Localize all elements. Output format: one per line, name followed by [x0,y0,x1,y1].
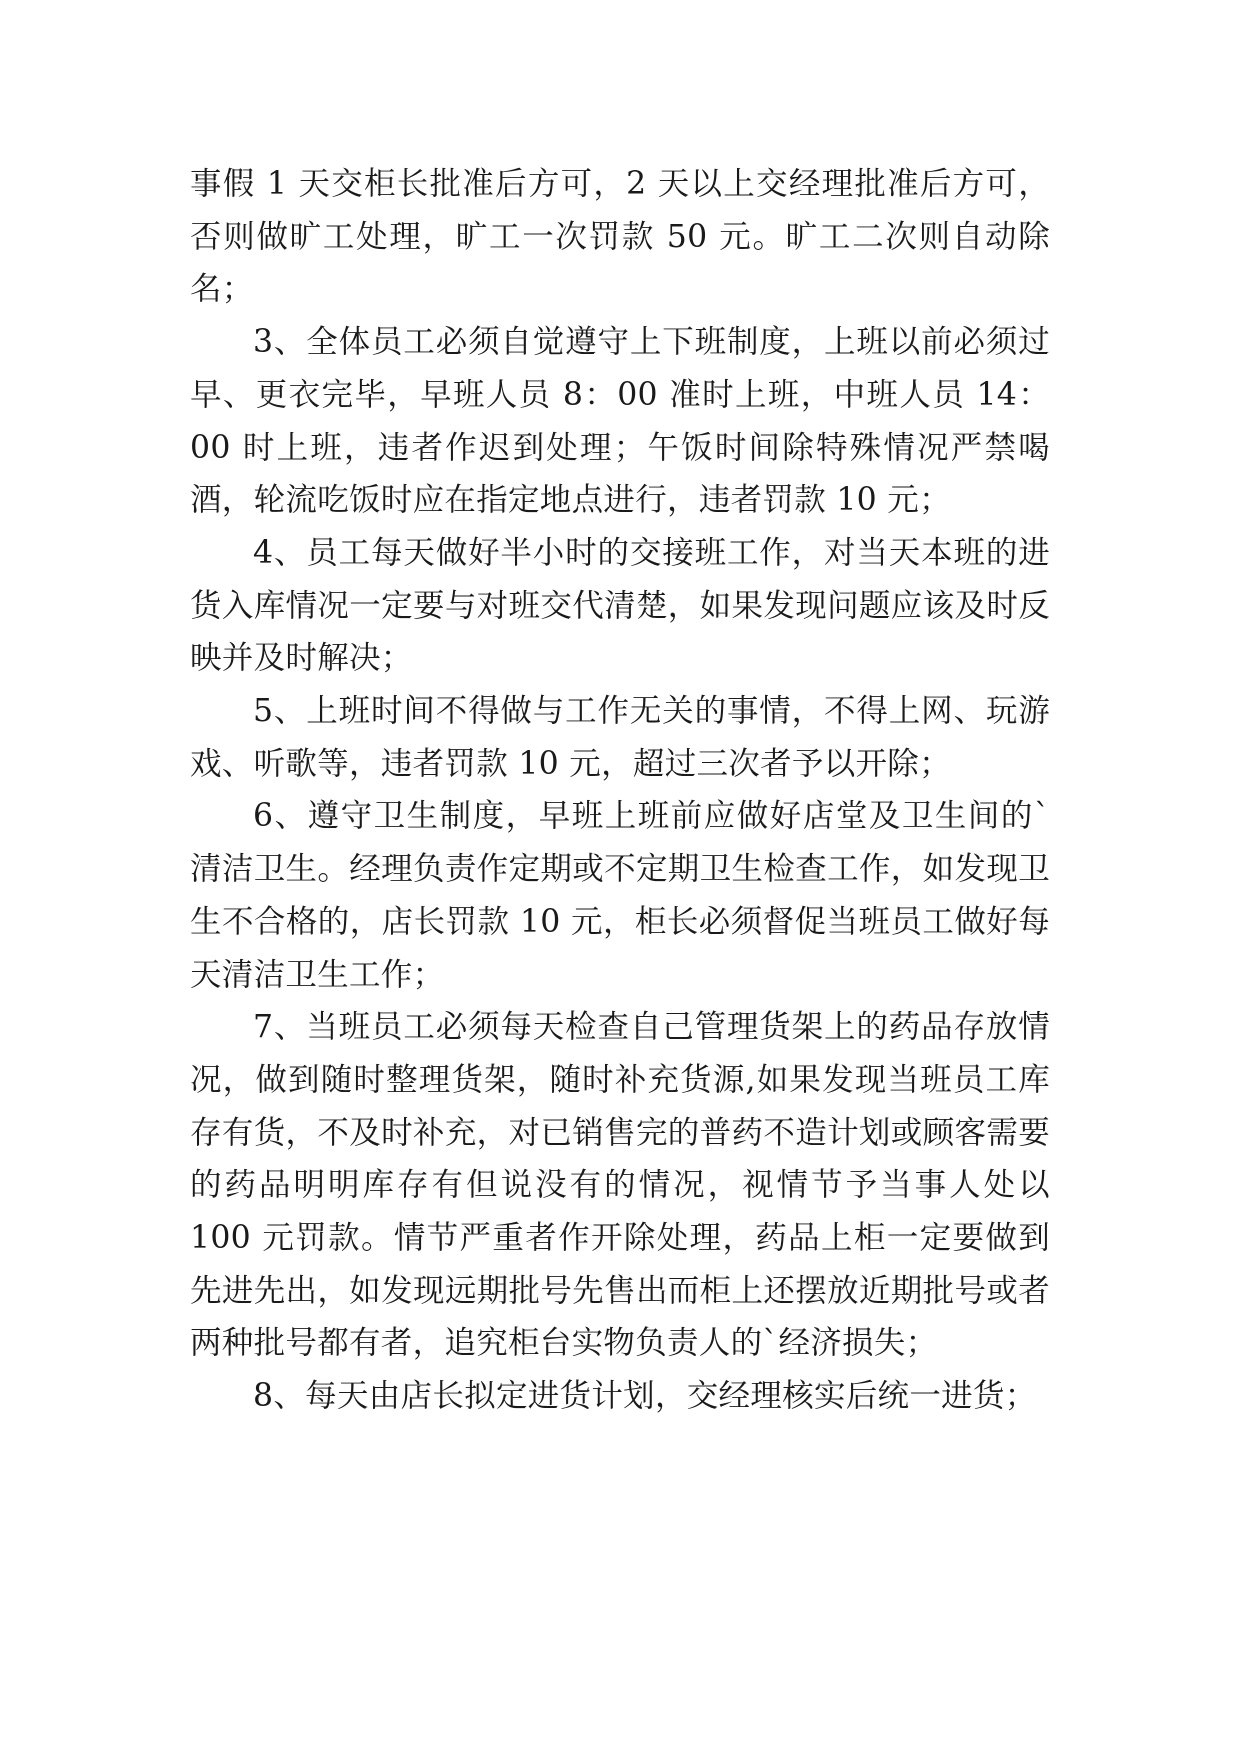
paragraph-rule-4: 4、员工每天做好半小时的交接班工作，对当天本班的进货入库情况一定要与对班交代清楚，如果发现问题应该及时反映并及时解决； [190,534,1050,677]
paragraph-rule-3: 3、全体员工必须自觉遵守上下班制度，上班以前必须过早、更衣完毕，早班人员 8：00 准时上班，中班人员 14：00 时上班，违者作迟到处理；午饭时间除特殊情况严禁喝酒，轮流吃饭时应在指定地点进行，违者罚款 10 元； [190,324,1050,519]
document-body [190,158,1050,1423]
paragraph-rule-7: 7、当班员工必须每天检查自己管理货架上的药品存放情况，做到随时整理货架，随时补充货源,如果发现当班员工库存有货，不及时补充，对已销售完的普药不造计划或顾客需要的药品明明库存有但说没有的情况，视情节予当事人处以 100 元罚款。情节严重者作开除处理，药品上柜一定要做到先进先出，如发现远期批号先售出而柜上还摆放近期批号或者两种批号都有者，追究柜台实物负责人的`经济损失； [190,1009,1050,1362]
paragraph-rule-8: 8、每天由店长拟定进货计划，交经理核实后统一进货； [253,1378,1037,1415]
paragraph-rule-6: 6、遵守卫生制度，早班上班前应做好店堂及卫生间的`清洁卫生。经理负责作定期或不定期卫生检查工作，如发现卫生不合格的，店长罚款 10 元，柜长必须督促当班员工做好每天清洁卫生工作； [190,798,1050,993]
paragraph-rule-5: 5、上班时间不得做与工作无关的事情，不得上网、玩游戏、听歌等，违者罚款 10 元，超过三次者予以开除； [190,693,1050,782]
paragraph-leave-rules: 事假 1 天交柜长批准后方可，2 天以上交经理批准后方可，否则做旷工处理，旷工一次罚款 50 元。旷工二次则自动除名； [190,166,1050,308]
